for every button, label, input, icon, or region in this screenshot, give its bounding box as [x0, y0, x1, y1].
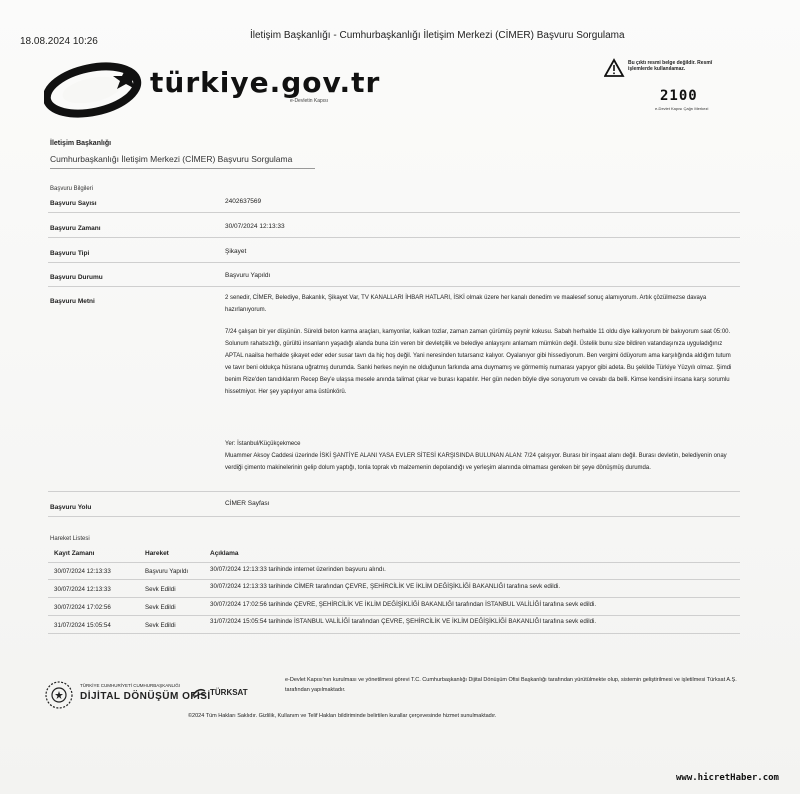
not-official-notice: Bu çıktı resmi belge değildir. Resmî işlemlerde kullanılamaz.	[628, 60, 713, 72]
divider	[50, 168, 315, 169]
application-text-label: Başvuru Metni	[50, 298, 95, 305]
office-small-label: TÜRKİYE CUMHURİYETİ CUMHURBAŞKANLIĞI	[80, 683, 181, 688]
logo-text: türkiye.gov.tr	[150, 66, 381, 99]
field-label: Başvuru Durumu	[50, 274, 103, 281]
row-time: 30/07/2024 17:02:56	[54, 604, 111, 611]
office-name: DİJİTAL DÖNÜŞÜM OFİSİ	[80, 691, 211, 702]
call-center-number: 2100	[660, 88, 698, 104]
divider	[48, 262, 740, 263]
application-text-paragraph: Muammer Aksoy Caddesi üzerinde İSKİ ŞANTİYE ALANI YASA EVLER SİTESİ KARŞISINDA BULUNAN ALAN: 7/24 çalışıyor. Burası bir inşaat alanı değil. Burası devletin, belediyenin onay verdiği çimento makinelerinin gelip dolum yaptığı, tonla toprak vb malzemenin depolandığı ve yerleşim alanında olmaması gereken bir şeye dönüşmüş durumda.	[225, 453, 727, 471]
turksat-label: TÜRKSAT	[210, 688, 248, 697]
divider	[48, 237, 740, 238]
application-text-paragraph: Yer: İstanbul/Küçükçekmece	[225, 441, 301, 447]
field-value: 30/07/2024 12:13:33	[225, 223, 285, 230]
footer-text: e-Devlet Kapısı'nın kurulması ve yönetilmesi görevi T.C. Cumhurbaşkanlığı Dijital Dönüşüm Ofisi Başkanlığı tarafından yürütülmekte olup, sistemin geliştirilmesi ve işletilmesi Türksat A.Ş. tarafından yapılmaktadır.	[285, 677, 737, 693]
history-column-header: Açıklama	[210, 550, 239, 557]
divider	[48, 633, 740, 634]
service-title: Cumhurbaşkanlığı İletişim Merkezi (CİMER) Başvuru Sorgulama	[50, 154, 293, 164]
application-text-paragraph: 7/24 çalışan bir yer düşünün. Süreldi beton karma araçları, kamyonlar, kalkan tozlar, zaman zaman çürümüş peynir kokusu. Sabah herhalde 11 oldu diye kalkıyorum bir bakıyorum saat 05:00. Solunum rahatsızlığı, gürültü insanların yaşadığı alanda buna izin veren bir devletçilik ve belediye anlayışını anlamam mümkün değil. Üstelik bunu size bildiren vatandaşınıza uyguladığınız APTAL naailsa herhalde şikayet eder eder susar tavrı da hiç hoş değil. Yani neresinden tutarsanız kalıyor. Oyalanıyor gibi hissediyorum. Ben vergimi ödüyorum ama karşılığında aldığım tutum ve tavır beni oldukça hüsrana uğratmış durumda. Sanki herkes neyin ne olduğunun farkında ama duymamış ve görmemiş numarası yapıyor gibi adeta. Bu şekilde Türkiye Yüzyılı olmaz. Şimdi benim Rize'den tanıdıklarım Recep Bey'e ulaşsa mesele anında talimat çıkar ve burası kapatılır. Her gün neden böyle diye soruyorum ve cevabı da belli. Kimse kendisini insana karşı sorumlu hissetmiyor. Her şey yapılıyor ama üstünkörü.	[225, 329, 732, 395]
row-time: 30/07/2024 12:13:33	[54, 568, 111, 575]
row-action: Sevk Edildi	[145, 622, 176, 629]
row-action: Sevk Edildi	[145, 586, 176, 593]
digital-office-emblem-icon	[44, 680, 74, 710]
call-center-label: e-Devlet Kapısı Çağrı Merkezi	[655, 106, 709, 111]
divider	[48, 212, 740, 213]
row-action: Başvuru Yapıldı	[145, 568, 189, 575]
field-label: Başvuru Sayısı	[50, 200, 97, 207]
application-text-paragraph: 2 senedir, CİMER, Belediye, Bakanlık, Şikayet Var, TV KANALLARI İHBAR HATLARI, İSKİ olmak üzere her kanalı denedim ve maalesef sonuç alamıyorum. Artık çözülmezse davaya hazırlanıyorum.	[225, 295, 707, 313]
row-description: 30/07/2024 12:13:33 tarihinde internet üzerinden başvuru alındı.	[210, 566, 386, 573]
divider	[48, 615, 740, 616]
field-value: 2402637569	[225, 198, 262, 205]
row-time: 31/07/2024 15:05:54	[54, 622, 111, 629]
application-channel-value: CİMER Sayfası	[225, 500, 270, 507]
divider	[48, 286, 740, 287]
print-date: 18.08.2024 10:26	[20, 36, 98, 47]
divider	[48, 491, 740, 492]
field-label: Başvuru Zamanı	[50, 225, 101, 232]
print-title: İletişim Başkanlığı - Cumhurbaşkanlığı İletişim Merkezi (CİMER) Başvuru Sorgulama	[250, 30, 625, 41]
field-value: Şikayet	[225, 248, 247, 255]
row-time: 30/07/2024 12:13:33	[54, 586, 111, 593]
row-description: 30/07/2024 17:02:56 tarihinde ÇEVRE, ŞEHİRCİLİK VE İKLİM DEĞİŞİKLİĞİ BAKANLIĞI tarafından İSTANBUL VALİLİĞİ tarafına sevk edildi.	[210, 601, 597, 608]
watermark: www.hicretHaber.com	[676, 773, 779, 783]
turksat-logo-icon	[192, 686, 206, 700]
divider	[48, 579, 740, 580]
row-action: Sevk Edildi	[145, 604, 176, 611]
history-column-header: Kayıt Zamanı	[54, 550, 95, 557]
divider	[48, 562, 740, 563]
logo-subtitle: e-Devletin Kapısı	[290, 98, 329, 104]
application-section-title: Başvuru Bilgileri	[50, 186, 94, 192]
application-channel-label: Başvuru Yolu	[50, 504, 92, 511]
history-title: Hareket Listesi	[50, 536, 90, 542]
organization-name: İletişim Başkanlığı	[50, 140, 112, 147]
row-description: 31/07/2024 15:05:54 tarihinde İSTANBUL VALİLİĞİ tarafından ÇEVRE, ŞEHİRCİLİK VE İKLİM DEĞİŞİKLİĞİ BAKANLIĞI tarafına sevk edildi.	[210, 618, 597, 625]
footer-copyright: ©2024 Tüm Hakları Saklıdır. Gizlilik, Kullanım ve Telif Hakları bildiriminde belirtilen kurallar çerçevesinde hizmet sunulmaktadır.	[188, 713, 497, 719]
field-value: Başvuru Yapıldı	[225, 272, 271, 279]
history-column-header: Hareket	[145, 550, 169, 557]
divider	[48, 516, 740, 517]
row-description: 30/07/2024 12:13:33 tarihinde CİMER tarafından ÇEVRE, ŞEHİRCİLİK VE İKLİM DEĞİŞİKLİĞİ BAKANLIĞI tarafına sevk edildi.	[210, 583, 561, 590]
divider	[48, 597, 740, 598]
field-label: Başvuru Tipi	[50, 250, 90, 257]
